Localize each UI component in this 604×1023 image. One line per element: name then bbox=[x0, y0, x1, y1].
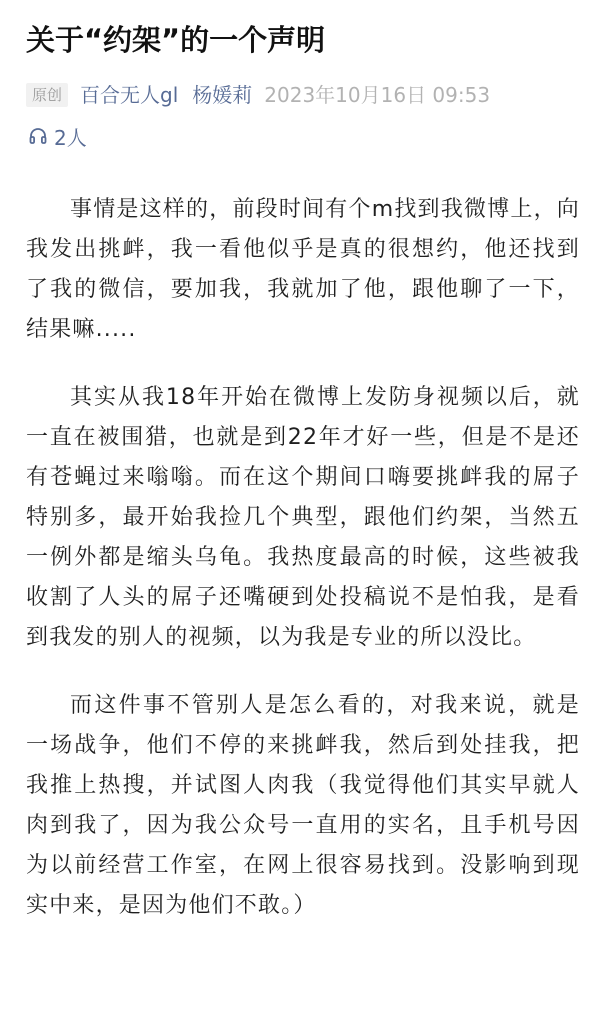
author-name[interactable]: 杨媛莉 bbox=[192, 83, 253, 107]
listen-button[interactable] bbox=[28, 122, 87, 150]
headphones-icon bbox=[28, 126, 48, 146]
paragraph: 而这件事不管别人是怎么看的，对我来说，就是一场战争，他们不停的来挑衅我，然后到处挂我，把我推上热搜，并试图人肉我（我觉得他们其实早就人肉到我了，因为我公众号一直用的实名，且手机号因为以前经营工作室，在网上很容易找到。没影响到现实中来，是因为他们不敢。） bbox=[26, 693, 580, 918]
paragraph: 其实从我18年开始在微博上发防身视频以后，就一直在被围猎，也就是到22年才好一些，但是不是还有苍蝇过来嗡嗡。而在这个期间口嗨要挑衅我的屌子特别多，最开始我捡几个典型，跟他们约架，当然五一例外都是缩头乌龟。我热度最高的时候，这些被我收割了人头的屌子还嘴硬到处投稿说不是怕我，是看到我发的别人的视频，以为我是专业的所以没比。 bbox=[26, 385, 580, 650]
listen-count: 2人 bbox=[54, 125, 87, 150]
publish-date: 2023年10月16日 09:53 bbox=[264, 83, 491, 107]
original-badge: 原创 bbox=[26, 83, 68, 107]
account-name-link[interactable]: 百合无人gl bbox=[80, 83, 179, 107]
article-body bbox=[26, 190, 580, 954]
page-title: 关于“约架”的一个声明 bbox=[26, 23, 326, 57]
paragraph: 事情是这样的，前段时间有个m找到我微博上，向我发出挑衅，我一看他似乎是真的很想约，他还找到了我的微信，要加我，我就加了他，跟他聊了一下，结果嘛..... bbox=[26, 197, 580, 342]
article-meta bbox=[26, 80, 490, 110]
